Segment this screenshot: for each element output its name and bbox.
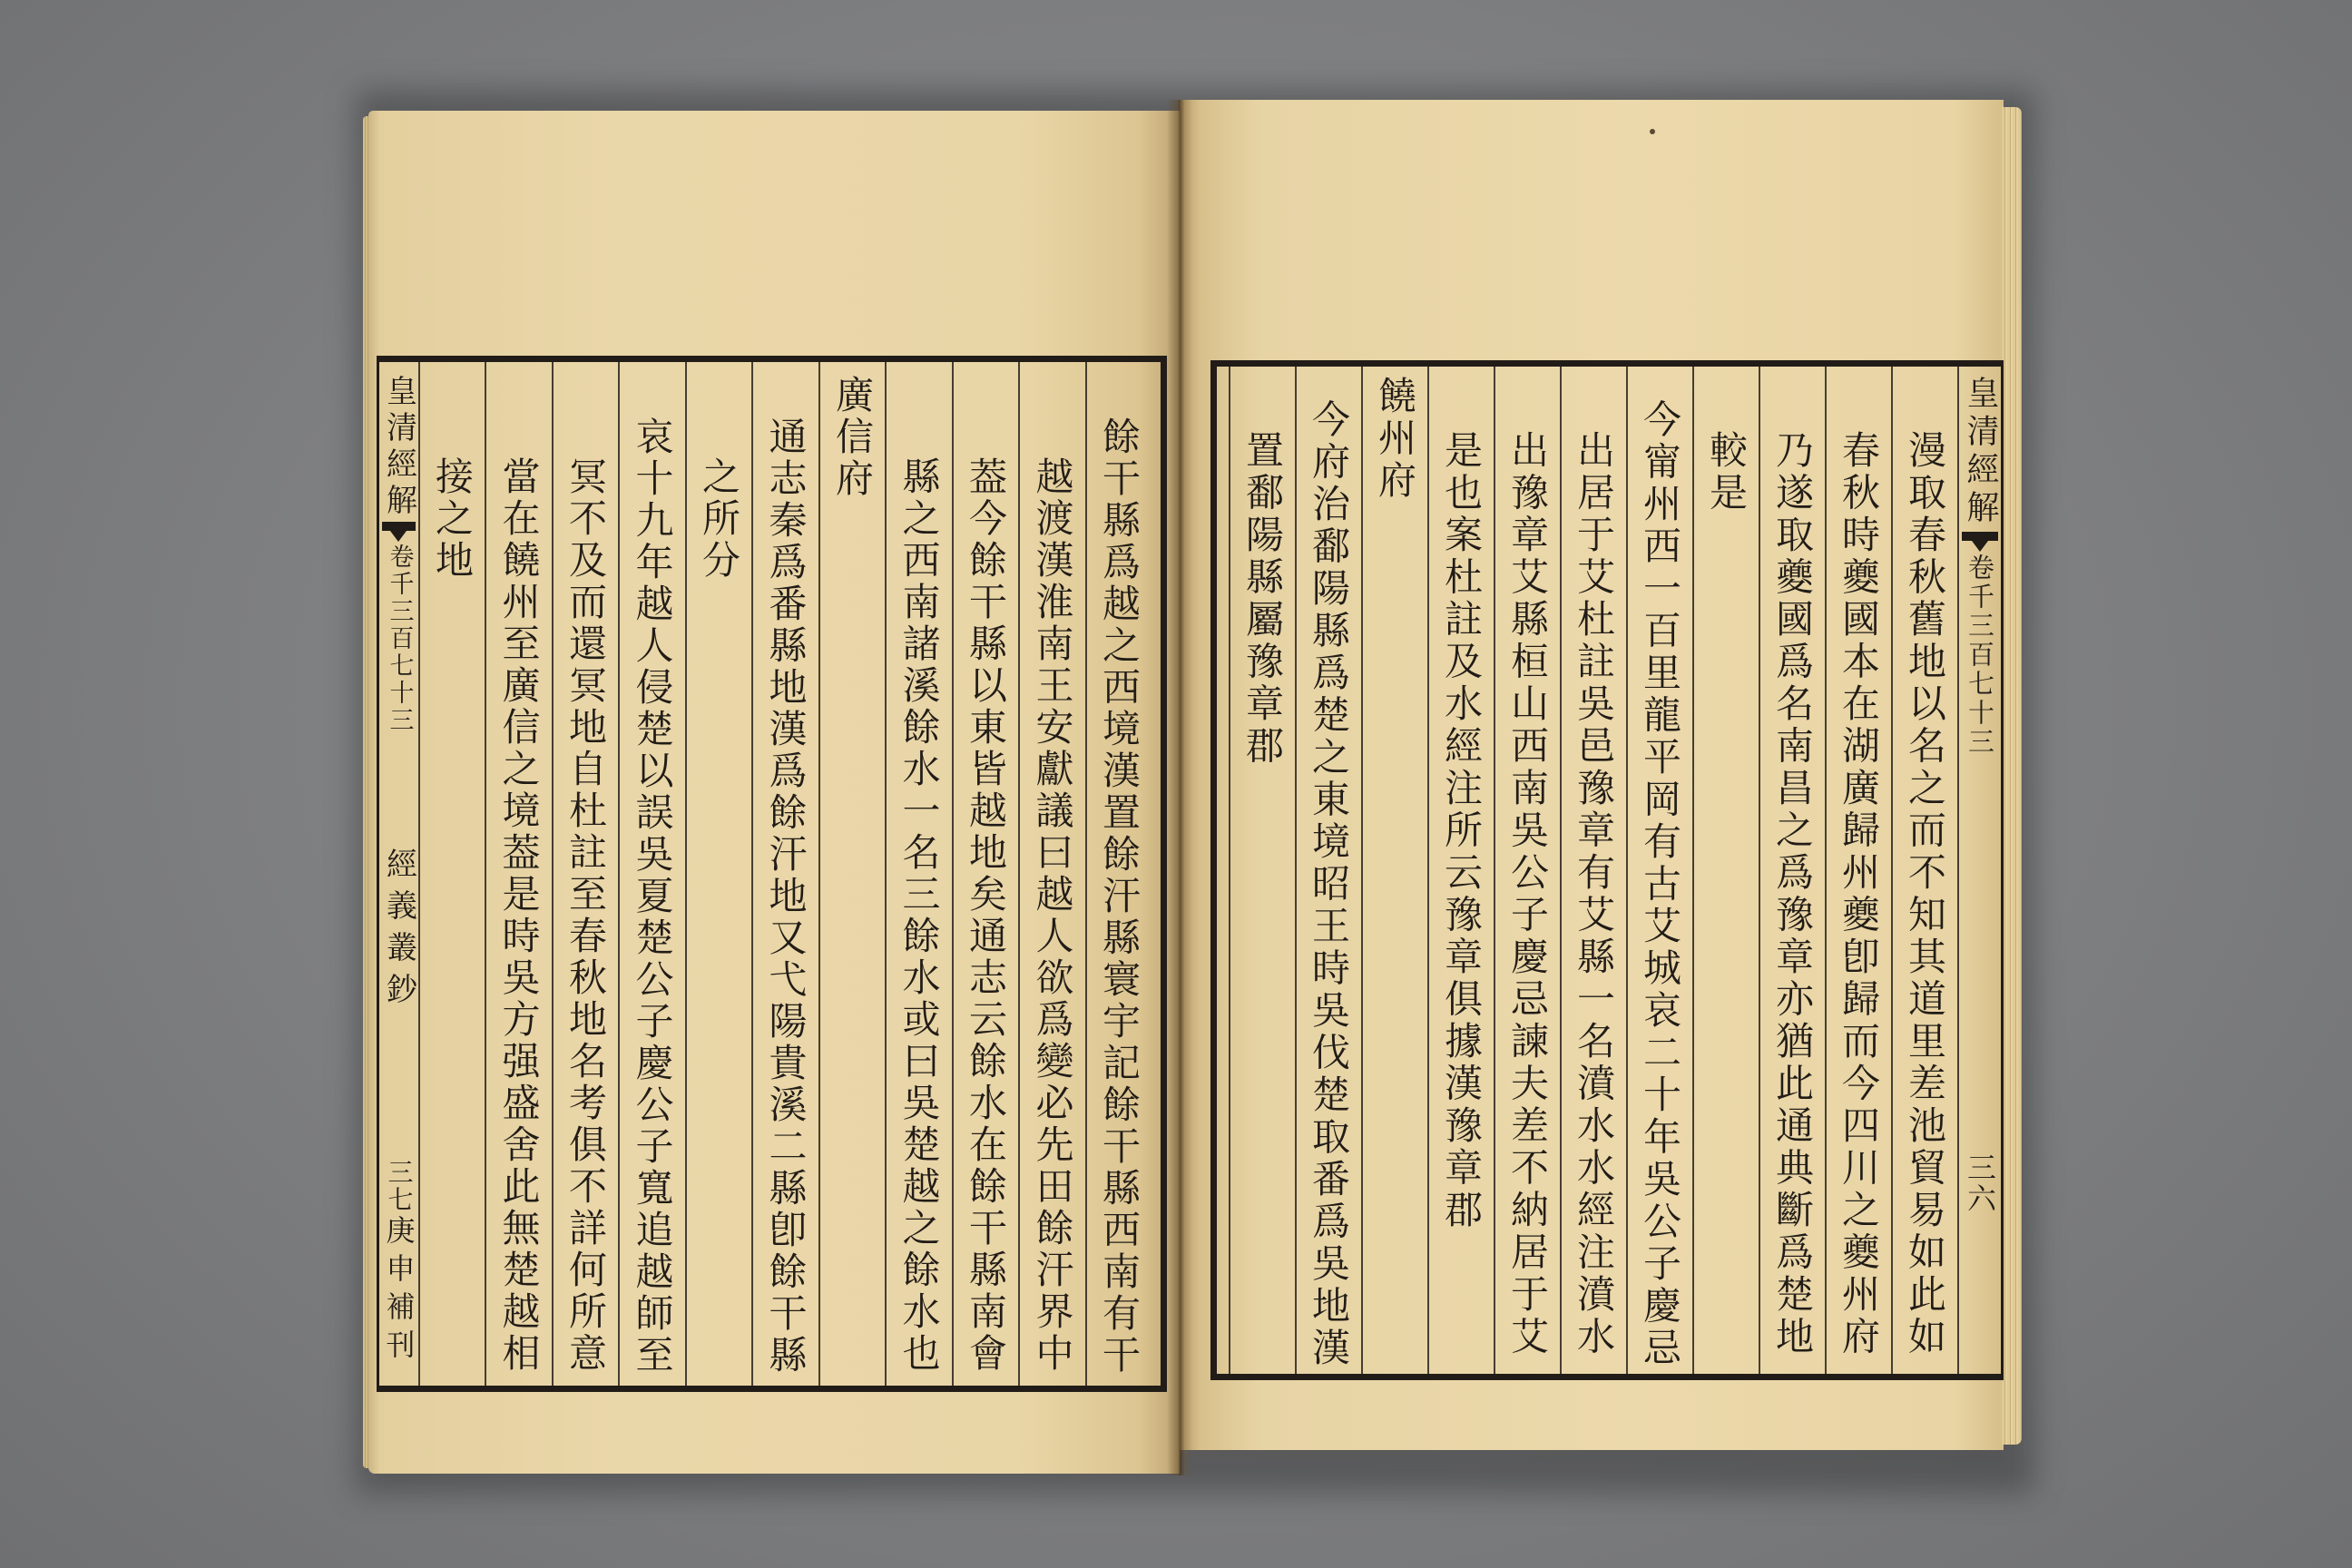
collection-title: 皇清經解 <box>380 375 417 520</box>
text-column: 出居于艾杜註吳邑豫章有艾縣一名濆水水經注濆水 <box>1560 367 1626 1374</box>
volume-number: 卷千三百七十三 <box>1965 554 1995 757</box>
leaf-number: 三六 <box>1963 1152 1997 1214</box>
volume-number: 卷千三百七十三 <box>385 544 414 734</box>
text-column: 乃遂取夔國爲名南昌之爲豫章亦猶此通典斷爲楚地 <box>1759 367 1825 1374</box>
fishtail-mark <box>1962 532 1998 541</box>
block-margin-strip <box>1957 367 2001 1374</box>
fishtail-mark <box>382 522 416 531</box>
text-column: 哀十九年越人侵楚以誤吳夏楚公子慶公子寬追越師至 <box>618 362 685 1386</box>
spine-shadow <box>1167 100 1192 1475</box>
text-column: 冥不及而還冥地自杜註至春秋地名考俱不詳何所意 <box>552 362 619 1386</box>
text-column: 漫取春秋舊地以名之而不知其道里差池貿易如此如 <box>1891 367 1957 1374</box>
text-column: 之所分 <box>685 362 752 1386</box>
text-column: 置鄱陽縣屬豫章郡 <box>1229 367 1295 1374</box>
text-column: 當在饒州至廣信之境葢是時吳方强盛舍此無楚越相 <box>485 362 552 1386</box>
text-column: 今府治鄱陽縣爲楚之東境昭王時吳伐楚取番爲吳地漢 <box>1295 367 1361 1374</box>
text-column: 通志秦爲番縣地漢爲餘汗地又弋陽貴溪二縣卽餘干縣 <box>751 362 818 1386</box>
left-page-frame <box>377 356 1167 1392</box>
text-column: 今甯州西一百里龍平岡有古艾城哀二十年吳公子慶忌 <box>1626 367 1692 1374</box>
text-column: 春秋時夔國本在湖廣歸州夔卽歸而今四川之夔州府 <box>1825 367 1891 1374</box>
text-column: 較是 <box>1692 367 1759 1374</box>
text-column: 越渡漢淮南王安獻議曰越人欲爲變必先田餘汗界中 <box>1018 362 1085 1386</box>
ink-spot <box>1650 129 1655 134</box>
section-heading: 饒州府 <box>1361 367 1427 1374</box>
section-heading: 廣信府 <box>818 362 886 1386</box>
text-column: 出豫章艾縣桓山西南吳公子慶忌諫夫差不納居于艾 <box>1494 367 1560 1374</box>
block-margin-strip <box>379 362 418 1386</box>
text-column: 接之地 <box>418 362 485 1386</box>
edition-note: 庚申補刊 <box>381 1215 416 1367</box>
work-title: 經義叢鈔 <box>380 848 417 1014</box>
fore-edge <box>2002 107 2022 1445</box>
text-column: 是也案杜註及水經注所云豫章俱據漢豫章郡 <box>1427 367 1494 1374</box>
text-column: 縣之西南諸溪餘水一名三餘水或曰吳楚越之餘水也 <box>885 362 952 1386</box>
leaf-number: 三七 <box>384 1159 415 1213</box>
text-column: 葢今餘干縣以東皆越地矣通志云餘水在餘干縣南會 <box>952 362 1019 1386</box>
collection-title: 皇清經解 <box>1962 376 1999 528</box>
text-column: 餘干縣爲越之西境漢置餘汗縣寰宇記餘干縣西南有干 <box>1085 362 1152 1386</box>
right-page-frame <box>1210 360 2004 1380</box>
